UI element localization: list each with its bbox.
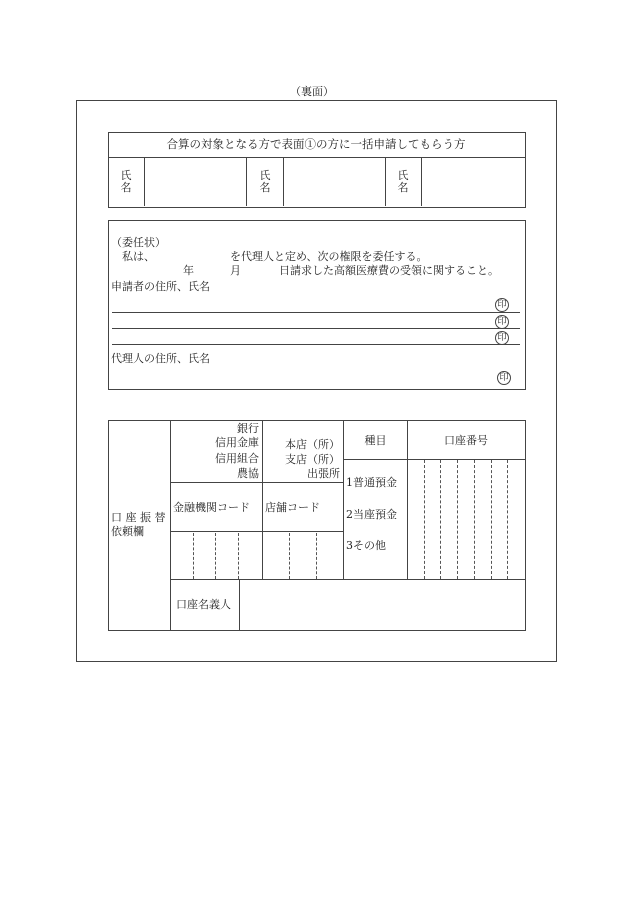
applicant-address-line-1[interactable] bbox=[112, 299, 492, 311]
attorney-line1-prefix: 私は、 bbox=[122, 250, 155, 263]
name-input-2[interactable] bbox=[284, 158, 384, 205]
branch-code-label: 店舗コード bbox=[265, 501, 320, 514]
agent-name-blank[interactable] bbox=[160, 250, 228, 263]
bank-transfer-side-label-2: 依頼欄 bbox=[111, 525, 144, 538]
bank-type-agri-coop: 農協 bbox=[237, 467, 259, 480]
attorney-line2-suffix: 日請求した高額医療費の受領に関すること。 bbox=[279, 264, 499, 277]
month-blank[interactable] bbox=[196, 264, 228, 277]
seal-mark-4: 印 bbox=[497, 371, 511, 385]
bank-type-shinkin: 信用金庫 bbox=[215, 436, 259, 449]
bank-type-bank: 銀行 bbox=[237, 422, 259, 435]
name-input-3[interactable] bbox=[422, 158, 524, 205]
agent-address-field[interactable] bbox=[112, 367, 492, 385]
branch-type-sub-office: 出張所 bbox=[307, 467, 340, 480]
applicant-address-name-label: 申請者の住所、氏名 bbox=[111, 280, 210, 293]
name-label-cell-1: 氏 名 bbox=[120, 169, 132, 194]
account-holder-input[interactable] bbox=[241, 581, 523, 628]
year-label: 年 bbox=[183, 264, 194, 277]
account-holder-label: 口座名義人 bbox=[176, 598, 231, 611]
branch-name-input[interactable] bbox=[264, 421, 294, 481]
account-kind-header: 種目 bbox=[364, 434, 387, 447]
page-side-label: （裏面） bbox=[290, 85, 334, 98]
bank-transfer-side-label-1: 口 座 振 替 bbox=[111, 511, 166, 524]
branch-type-head-office: 本店（所） bbox=[285, 438, 340, 451]
institution-code-input[interactable] bbox=[172, 533, 262, 578]
name-label-cell-2: 氏 名 bbox=[259, 169, 271, 194]
combined-applicants-title: 合算の対象となる方で表面①の方に一括申請してもらう方 bbox=[166, 137, 466, 151]
account-number-input[interactable] bbox=[409, 461, 524, 578]
name-input-1[interactable] bbox=[145, 158, 245, 205]
applicant-address-line-2[interactable] bbox=[112, 315, 492, 327]
month-label: 月 bbox=[230, 264, 241, 277]
bank-type-credit-union: 信用組合 bbox=[215, 452, 259, 465]
name-label-cell-3: 氏 名 bbox=[397, 169, 409, 194]
branch-code-input[interactable] bbox=[264, 533, 342, 578]
applicant-address-line-3[interactable] bbox=[112, 331, 492, 343]
account-kind-other[interactable]: 3その他 bbox=[346, 539, 386, 552]
seal-mark-2: 印 bbox=[495, 315, 509, 329]
bank-name-input[interactable] bbox=[172, 421, 222, 481]
seal-mark-1: 印 bbox=[495, 298, 509, 312]
attorney-line1-suffix: を代理人と定め、次の権限を委任する。 bbox=[230, 250, 428, 263]
account-number-header: 口座番号 bbox=[444, 434, 488, 447]
agent-address-name-label: 代理人の住所、氏名 bbox=[111, 352, 210, 365]
institution-code-label: 金融機関コード bbox=[173, 501, 250, 514]
branch-type-branch: 支店（所） bbox=[285, 453, 340, 466]
day-blank[interactable] bbox=[243, 264, 277, 277]
year-blank[interactable] bbox=[140, 264, 182, 277]
account-kind-checking[interactable]: 2当座預金 bbox=[346, 508, 397, 521]
seal-mark-3: 印 bbox=[495, 331, 509, 345]
attorney-heading: （委任状） bbox=[111, 236, 166, 249]
account-kind-ordinary[interactable]: 1普通預金 bbox=[346, 476, 397, 489]
